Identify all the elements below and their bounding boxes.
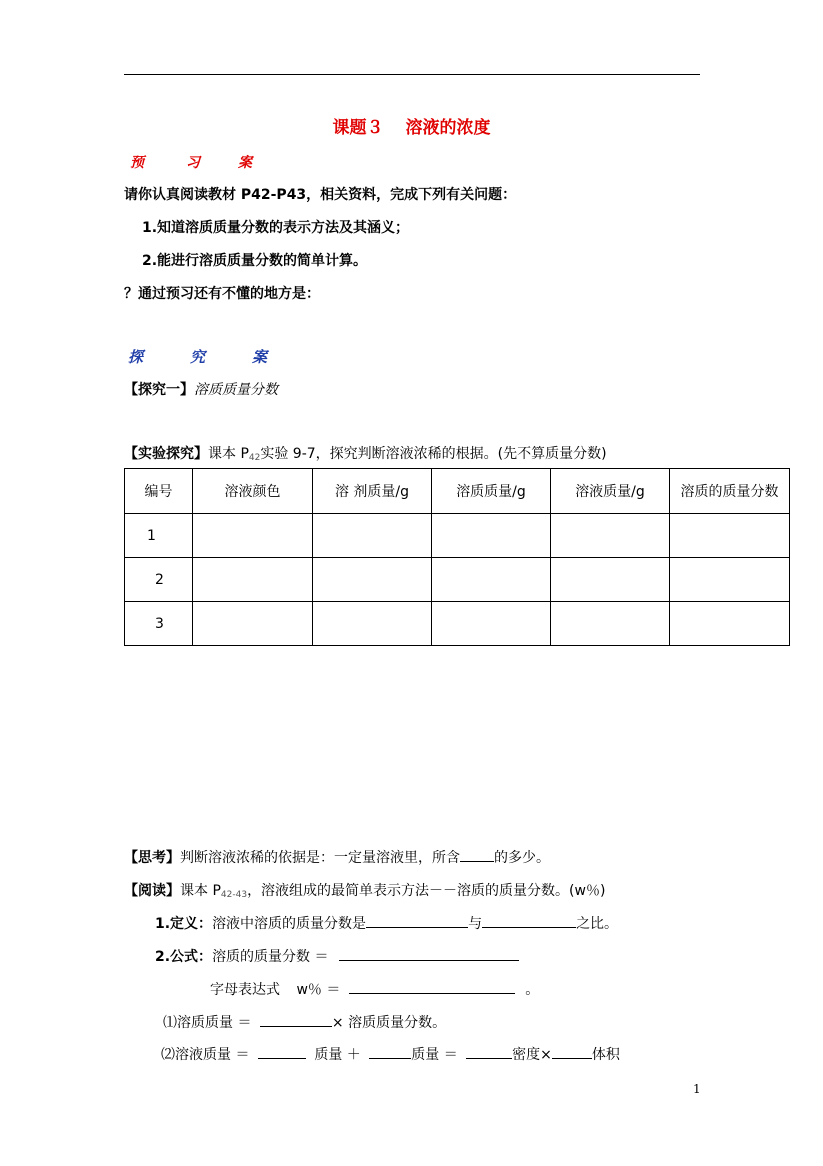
table-cell[interactable] [313,514,432,558]
formula-line: 2.公式：溶质的质量分数 ＝ [155,946,519,966]
page-title: 课题３ 溶液的浓度 [332,118,491,138]
explore-heading: 探 究 案 [128,348,268,366]
derive2-blank-2[interactable] [369,1044,411,1059]
letter-formula-line: 字母表达式 w％ ＝ 。 [210,979,539,999]
read-line: 【阅读】课本 $P_{42-43}$，溶液组成的最简单表示方法－－溶质的质量分数。(w％) [124,883,606,900]
think-blank[interactable] [460,847,494,862]
derive-line-1: ⑴溶质质量 ＝ × 溶质质量分数。 [163,1012,446,1032]
table-cell[interactable] [432,558,551,602]
row-number: 1 [125,514,193,558]
table-cell[interactable] [313,558,432,602]
table-cell[interactable] [193,602,313,646]
header-cell-color: 溶液颜色 [193,469,313,514]
preview-instruction: 请你认真阅读教材 P42-P43，相关资料，完成下列有关问题： [124,187,517,203]
table-cell[interactable] [551,514,670,558]
preview-item-2: 2.能进行溶质质量分数的简单计算。 [142,253,368,269]
table-row [125,514,790,558]
table-cell[interactable] [313,602,432,646]
letter-formula-blank[interactable] [349,979,515,994]
preview-question: ？通过预习还有不懂的地方是： [124,286,320,302]
definition-line: 1.定义：溶液中溶质的质量分数是 与 之比。 [155,913,618,933]
header-cell-mass-fraction: 溶质的质量分数 [670,469,790,514]
table-cell[interactable] [551,558,670,602]
table-cell[interactable] [670,602,790,646]
definition-blank-1[interactable] [366,913,468,928]
preview-heading: 预 习 案 [130,155,252,171]
header-cell-solution-mass: 溶液质量/g [551,469,670,514]
explore-section-heading: 【探究一】溶质质量分数 [124,382,278,398]
definition-blank-2[interactable] [482,913,576,928]
derive2-blank-4[interactable] [552,1044,592,1059]
row-number: 2 [125,558,193,602]
table-cell[interactable] [670,558,790,602]
table-header-row [125,469,790,514]
header-cell-number: 编号 [125,469,193,514]
experiment-line: 【实验探究】课本 $P_{42}$实验 9-7，探究判断溶液浓稀的根据。(先不算质量分数) [124,446,607,463]
derive2-blank-3[interactable] [466,1044,512,1059]
header-rule [124,74,700,75]
table-cell[interactable] [432,602,551,646]
table-cell[interactable] [670,514,790,558]
page-number: 1 [693,1082,701,1096]
table-cell[interactable] [551,602,670,646]
think-line: 【思考】判断溶液浓稀的依据是：一定量溶液里，所含 的多少。 [124,847,550,867]
derive1-blank[interactable] [260,1012,332,1027]
derive2-blank-1[interactable] [258,1044,306,1059]
experiment-table [124,468,790,646]
table-cell[interactable] [193,558,313,602]
table-row [125,558,790,602]
header-cell-solute-mass: 溶质质量/g [432,469,551,514]
table-cell[interactable] [432,514,551,558]
table-cell[interactable] [193,514,313,558]
header-cell-solvent-mass: 溶 剂质量/g [313,469,432,514]
preview-item-1: 1.知道溶质质量分数的表示方法及其涵义； [142,220,410,236]
formula-blank[interactable] [339,946,519,961]
table-row [125,602,790,646]
row-number: 3 [125,602,193,646]
derive-line-2: ⑵溶液质量 ＝ 质量 ＋ 质量 ＝ 密度× 体积 [161,1044,620,1064]
